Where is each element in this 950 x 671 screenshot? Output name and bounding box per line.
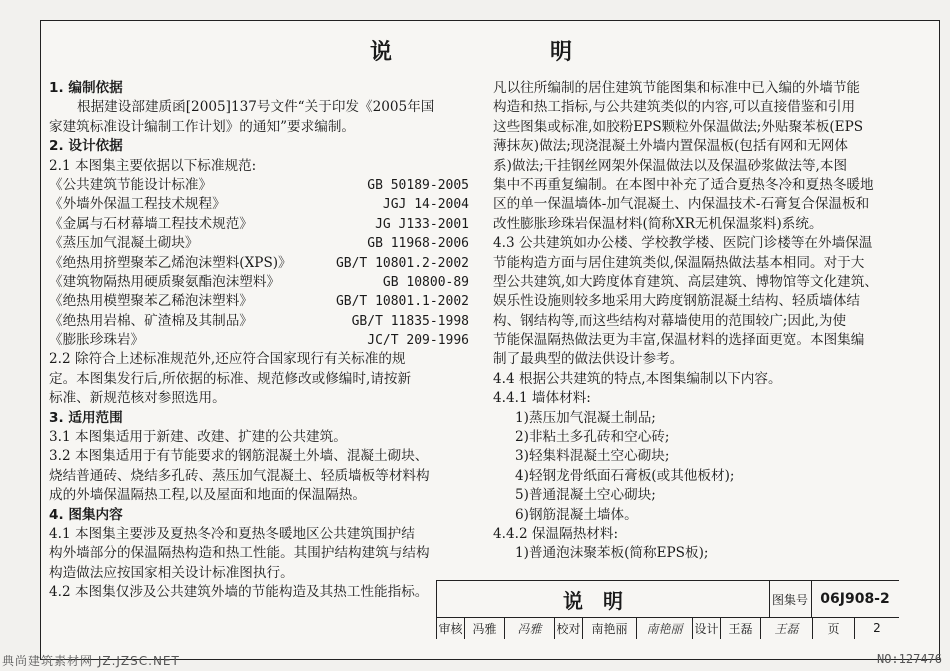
- text-line: 2.2 除符合上述标准规范外,还应符合国家现行有关标准的规: [49, 351, 406, 368]
- standard-code: GB 11968-2006: [367, 236, 469, 252]
- review-signature: 冯雅: [505, 617, 555, 639]
- standard-name: 《绝热用挤塑聚苯乙烯泡沫塑料(XPS)》: [49, 254, 292, 271]
- page-number: 2: [873, 621, 881, 635]
- signature-row: [437, 617, 899, 639]
- text-line: 节能保温隔热做法更为丰富,保温材料的选择面更宽。本图集编: [493, 332, 865, 349]
- text-line: 系)做法;干挂钢丝网架外保温做法以及保温砂浆做法等,本图: [493, 157, 848, 174]
- page-label: 页: [813, 617, 855, 639]
- watermark-footer: 典尚建筑素材网 JZ.JZSC.NET: [2, 654, 180, 668]
- text-line: 构造做法应按国家相关设计标准图执行。: [49, 564, 294, 581]
- standard-code: JGJ 14-2004: [382, 197, 469, 213]
- text-line: 3)轻集料混凝土空心砌块;: [515, 448, 670, 465]
- standard-entry: [49, 195, 473, 214]
- text-line: 娱乐性设施则较多地采用大跨度钢筋混凝土结构、轻质墙体结: [493, 293, 861, 310]
- text-line: 集中不再重复编制。在本图中补充了适合夏热冬冷和夏热冬暖地: [493, 176, 874, 193]
- standard-entry: [49, 215, 473, 234]
- standard-code: JC/T 209-1996: [367, 333, 469, 349]
- text-line: 根据建设部建质函[2005]137号文件“关于印发《2005年国: [77, 99, 435, 116]
- standard-code: GB/T 10801.2-2002: [335, 255, 469, 271]
- left-column: [49, 79, 473, 603]
- right-column: [493, 79, 929, 564]
- section-heading: 3. 适用范围: [49, 409, 123, 426]
- text-line: 1)蒸压加气混凝土制品;: [515, 409, 656, 426]
- check-label: 校对: [555, 617, 583, 639]
- text-line: 成的外墙保温隔热工程,以及屋面和地面的保温隔热。: [49, 487, 366, 504]
- section-heading: 1. 编制依据: [49, 80, 123, 96]
- standard-code: GB/T 10801.1-2002: [335, 294, 469, 310]
- text-line: 凡以往所编制的居住建筑节能图集和标准中已入编的外墙节能: [493, 80, 861, 96]
- text-line: 6)钢筋混凝土墙体。: [515, 506, 638, 523]
- text-line: 3.2 本图集适用于有节能要求的钢筋混凝土外墙、混凝土砌块、: [49, 448, 429, 465]
- check-signature: 南艳丽: [637, 617, 693, 639]
- design-label: 设计: [693, 617, 721, 639]
- text-line: 定。本图集发行后,所依据的标准、规范修改或修编时,请按新: [49, 370, 412, 387]
- standard-code: GB/T 11835-1998: [351, 313, 469, 329]
- standard-name: 《蒸压加气混凝土砌块》: [49, 235, 199, 252]
- text-line: 4.1 本图集主要涉及夏热冬冷和夏热冬暖地区公共建筑围护结: [49, 525, 415, 542]
- standard-entry: [49, 234, 473, 253]
- standard-entry: [49, 254, 473, 273]
- text-line: 3.1 本图集适用于新建、改建、扩建的公共建筑。: [49, 429, 347, 446]
- page-title: 说 明: [369, 40, 610, 65]
- standard-name: 《绝热用模塑聚苯乙稀泡沫塑料》: [49, 293, 253, 310]
- text-line: 家建筑标准设计编制工作计划》的通知”要求编制。: [49, 118, 356, 135]
- text-line: 构造和热工指标,与公共建筑类似的内容,可以直接借鉴和引用: [493, 99, 856, 116]
- standard-name: 《建筑物隔热用硬质聚氨酯泡沫塑料》: [49, 273, 281, 290]
- text-line: 节能构造方面与居住建筑类似,保温隔热做法基本相同。对于大: [493, 254, 865, 271]
- standard-name: 《金属与石材幕墙工程技术规范》: [49, 215, 253, 232]
- text-line: 区的单一保温墙体-加气混凝土、内保温技术-石膏复合保温板和: [493, 196, 870, 213]
- section-heading: 2. 设计依据: [49, 138, 123, 155]
- text-line: 烧结普通砖、烧结多孔砖、蒸压加气混凝土、轻质墙板等材料构: [49, 467, 430, 484]
- standard-entry: [49, 292, 473, 311]
- text-line: 1)普通泡沫聚苯板(简称EPS板);: [515, 545, 709, 562]
- text-line: 4.4.1 墙体材料:: [493, 390, 591, 407]
- text-line: 型公共建筑,如大跨度体育建筑、高层建筑、博物馆等文化建筑、: [493, 273, 878, 290]
- atlas-number: 06J908-2: [811, 581, 899, 618]
- text-line: 4.4 根据公共建筑的特点,本图集编制以下内容。: [493, 370, 782, 387]
- standard-entry: [49, 273, 473, 292]
- review-label: 审核: [437, 617, 465, 639]
- standard-code: GB 50189-2005: [367, 177, 469, 193]
- standard-entry: [49, 312, 473, 331]
- title-block-title: 说明: [437, 581, 770, 618]
- section-heading: 4. 图集内容: [49, 506, 123, 523]
- text-line: 改性膨胀珍珠岩保温材料(简称XR无机保温浆料)系统。: [493, 215, 823, 232]
- text-line: 4.3 公共建筑如办公楼、学校教学楼、医院门诊楼等在外墙保温: [493, 235, 873, 252]
- standard-code: GB 10800-89: [382, 274, 469, 290]
- standard-name: 《绝热用岩棉、矿渣棉及其制品》: [49, 312, 253, 329]
- title-block: [436, 580, 899, 639]
- review-name: 冯雅: [465, 617, 505, 639]
- standard-name: 《公共建筑节能设计标准》: [49, 176, 213, 193]
- standard-name: 《外墙外保温工程技术规程》: [49, 196, 226, 213]
- text-line: 构外墙部分的保温隔热构造和热工性能。其围护结构建筑与结构: [49, 545, 430, 562]
- atlas-number-label: 图集号: [769, 581, 812, 618]
- text-line: 4.2 本图集仅涉及公共建筑外墙的节能构造及其热工性能指标。: [49, 584, 429, 601]
- text-line: 2.1 本图集主要依据以下标准规范:: [49, 157, 257, 174]
- drawing-sheet: [40, 20, 940, 660]
- text-line: 薄抹灰)做法;现浇混凝土外墙内置保温板(包括有网和无网体: [493, 138, 849, 155]
- design-name: 王磊: [721, 617, 761, 639]
- standard-name: 《膨胀珍珠岩》: [49, 332, 145, 349]
- text-line: 5)普通混凝土空心砌块;: [515, 487, 656, 504]
- text-line: 4.4.2 保温隔热材料:: [493, 525, 619, 542]
- text-line: 4)轻钢龙骨纸面石膏板(或其他板材);: [515, 467, 735, 484]
- text-line: 2)非粘土多孔砖和空心砖;: [515, 429, 670, 446]
- check-name: 南艳丽: [583, 617, 637, 639]
- text-line: 标准、新规范核对参照选用。: [49, 390, 226, 407]
- standard-entry: [49, 176, 473, 195]
- text-line: 这些图集或标准,如胶粉EPS颗粒外保温做法;外贴聚苯板(EPS: [493, 118, 864, 135]
- text-line: 制了最典型的做法供设计参考。: [493, 351, 684, 368]
- text-line: 构、钢结构等,而这些结构对幕墙使用的范围较广;因此,为使: [493, 312, 847, 329]
- document-number: NO:127476: [876, 652, 942, 666]
- design-signature: 王磊: [761, 617, 813, 639]
- standard-code: JG J133-2001: [375, 216, 469, 232]
- standard-entry: [49, 331, 473, 350]
